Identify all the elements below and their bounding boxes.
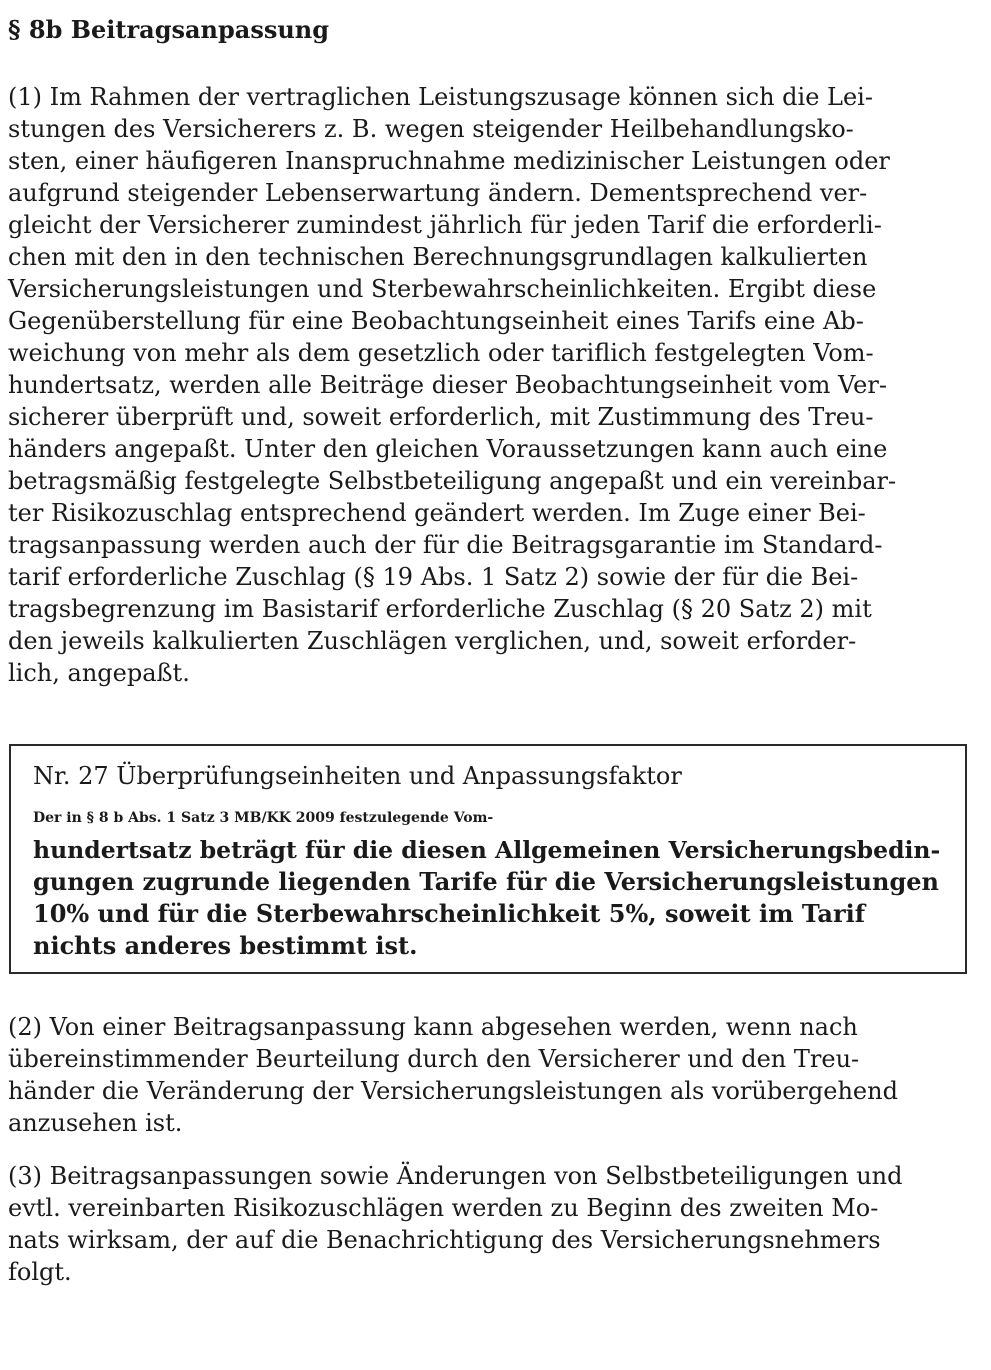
text-line: übereinstimmender Beurteilung durch den Versicherer und den Treu- — [8, 1045, 860, 1073]
text-line: händer die Veränderung der Versicherungsleistungen als vorübergehend — [8, 1077, 898, 1105]
box-body — [33, 802, 940, 962]
section-heading: § 8b Beitragsanpassung — [8, 15, 330, 44]
text-line: (1) Im Rahmen der vertraglichen Leistungszusage können sich die Lei- — [8, 83, 873, 111]
text-line: evtl. vereinbarten Risikozuschlägen werden zu Beginn des zweiten Mo- — [8, 1194, 879, 1222]
text-line: nichts anderes bestimmt ist. — [33, 931, 418, 960]
text-line: Gegenüberstellung für eine Beobachtungseinheit eines Tarifs eine Ab- — [8, 307, 864, 335]
text-line: folgt. — [8, 1258, 72, 1286]
text-line: Der in § 8 b Abs. 1 Satz 3 MB/KK 2009 festzulegende Vom- — [33, 810, 494, 826]
text-line: gungen zugrunde liegenden Tarife für die Versicherungsleistungen — [33, 867, 939, 896]
text-line: tarif erforderliche Zuschlag (§ 19 Abs. 1 Satz 2) sowie der für die Bei- — [8, 563, 859, 591]
paragraph-2 — [8, 1011, 898, 1139]
text-line: (3) Beitragsanpassungen sowie Änderungen von Selbstbeteiligungen und — [8, 1162, 903, 1190]
text-line: anzusehen ist. — [8, 1109, 183, 1137]
text-line: händers angepaßt. Unter den gleichen Voraussetzungen kann auch eine — [8, 435, 888, 463]
text-line: tragsbegrenzung im Basistarif erforderliche Zuschlag (§ 20 Satz 2) mit — [8, 595, 872, 623]
text-line: chen mit den in den technischen Berechnungsgrundlagen kalkulierten — [8, 243, 868, 271]
text-line: den jeweils kalkulierten Zuschlägen verglichen, und, soweit erforder- — [8, 627, 857, 655]
text-line: (2) Von einer Beitragsanpassung kann abgesehen werden, wenn nach — [8, 1013, 858, 1041]
text-line: sten, einer häufigeren Inanspruchnahme medizinischer Leistungen oder — [8, 147, 890, 175]
text-line: weichung von mehr als dem gesetzlich oder tariflich festgelegten Vom- — [8, 339, 874, 367]
text-line: 10% und für die Sterbewahrscheinlichkeit 5%, soweit im Tarif — [33, 899, 866, 928]
text-line: betragsmäßig festgelegte Selbstbeteiligung angepaßt und ein vereinbar- — [8, 467, 897, 495]
tariff-note-box — [9, 744, 967, 974]
text-line: ter Risikozuschlag entsprechend geändert werden. Im Zuge einer Bei- — [8, 499, 866, 527]
text-line: Versicherungsleistungen und Sterbewahrscheinlichkeiten. Ergibt diese — [8, 275, 877, 303]
text-line: hundertsatz, werden alle Beiträge dieser Beobachtungseinheit vom Ver- — [8, 371, 887, 399]
box-title: Nr. 27 Überprüfungseinheiten und Anpassungsfaktor — [33, 762, 682, 790]
text-line: nats wirksam, der auf die Benachrichtigung des Versicherungsnehmers — [8, 1226, 881, 1254]
text-line: gleicht der Versicherer zumindest jährlich für jeden Tarif die erforderli- — [8, 211, 882, 239]
text-line: sicherer überprüft und, soweit erforderlich, mit Zustimmung des Treu- — [8, 403, 874, 431]
text-line: stungen des Versicherers z. B. wegen steigender Heilbehandlungsko- — [8, 115, 854, 143]
text-line: hundertsatz beträgt für die diesen Allgemeinen Versicherungsbedin- — [33, 836, 941, 864]
text-line: tragsanpassung werden auch der für die Beitragsgarantie im Standard- — [8, 531, 883, 559]
text-line: lich, angepaßt. — [8, 659, 190, 687]
paragraph-1 — [8, 81, 896, 689]
text-line: aufgrund steigender Lebenserwartung ändern. Dementsprechend ver- — [8, 179, 868, 207]
paragraph-3 — [8, 1160, 902, 1288]
